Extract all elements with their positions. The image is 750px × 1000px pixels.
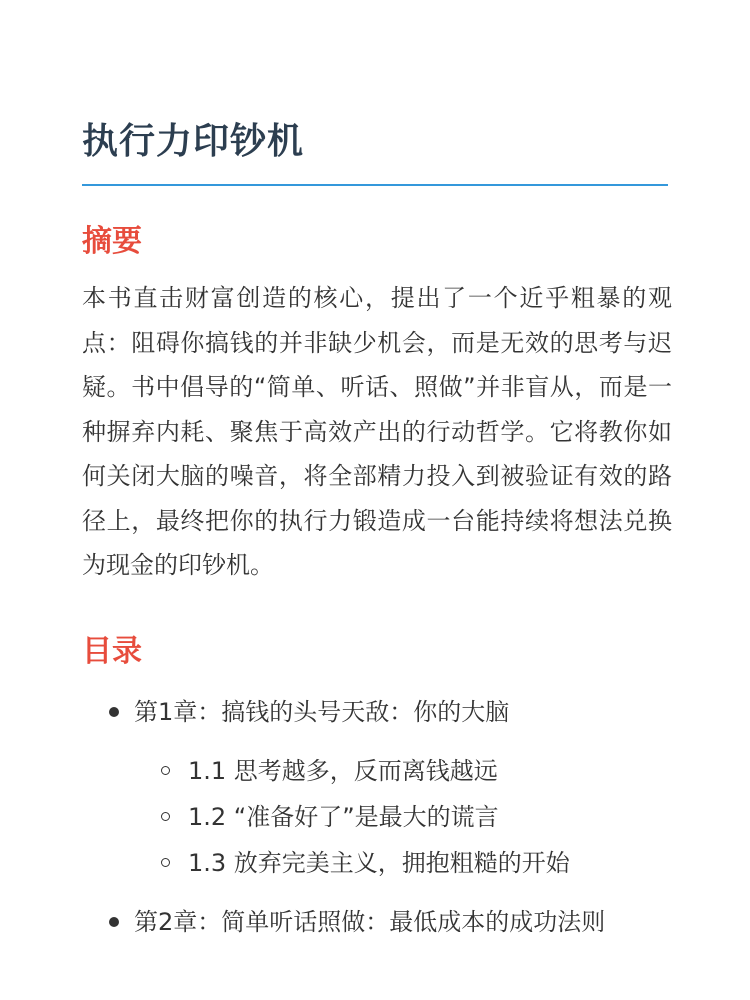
chapter-title: 第2章：简单听话照做：最低成本的成功法则 <box>134 907 606 936</box>
toc-list <box>82 694 668 940</box>
toc-section-list <box>134 748 668 886</box>
hollow-bullet-icon <box>161 858 170 867</box>
filled-bullet-icon <box>109 707 119 717</box>
filled-bullet-icon <box>109 917 119 927</box>
section-title: 1.2 “准备好了”是最大的谎言 <box>188 802 499 831</box>
summary-heading: 摘要 <box>82 224 142 259</box>
title-divider <box>82 184 668 186</box>
toc-chapter-1 <box>82 694 668 886</box>
toc-section-item <box>134 840 668 886</box>
section-title: 1.1 思考越多，反而离钱越远 <box>188 756 498 785</box>
chapter-title: 第1章：搞钱的头号天敌：你的大脑 <box>134 697 510 726</box>
summary-paragraph: 本书直击财富创造的核心，提出了一个近乎粗暴的观点：阻碍你搞钱的并非缺少机会，而是无效的思考与迟疑。书中倡导的“简单、听话、照做”并非盲从，而是一种摒弃内耗、聚焦于高效产出的行动哲学。它将教你如何关闭大脑的噪音，将全部精力投入到被验证有效的路径上，最终把你的执行力锻造成一台能持续将想法兑换为现金的印钞机。 <box>82 284 672 579</box>
toc-chapter-2 <box>82 904 668 940</box>
section-title: 1.3 放弃完美主义，拥抱粗糙的开始 <box>188 848 570 877</box>
toc-heading: 目录 <box>82 633 142 669</box>
toc-section-item <box>134 794 668 840</box>
book-title: 执行力印钞机 <box>82 121 305 162</box>
toc-section-item <box>134 748 668 794</box>
hollow-bullet-icon <box>161 812 170 821</box>
hollow-bullet-icon <box>161 766 170 775</box>
